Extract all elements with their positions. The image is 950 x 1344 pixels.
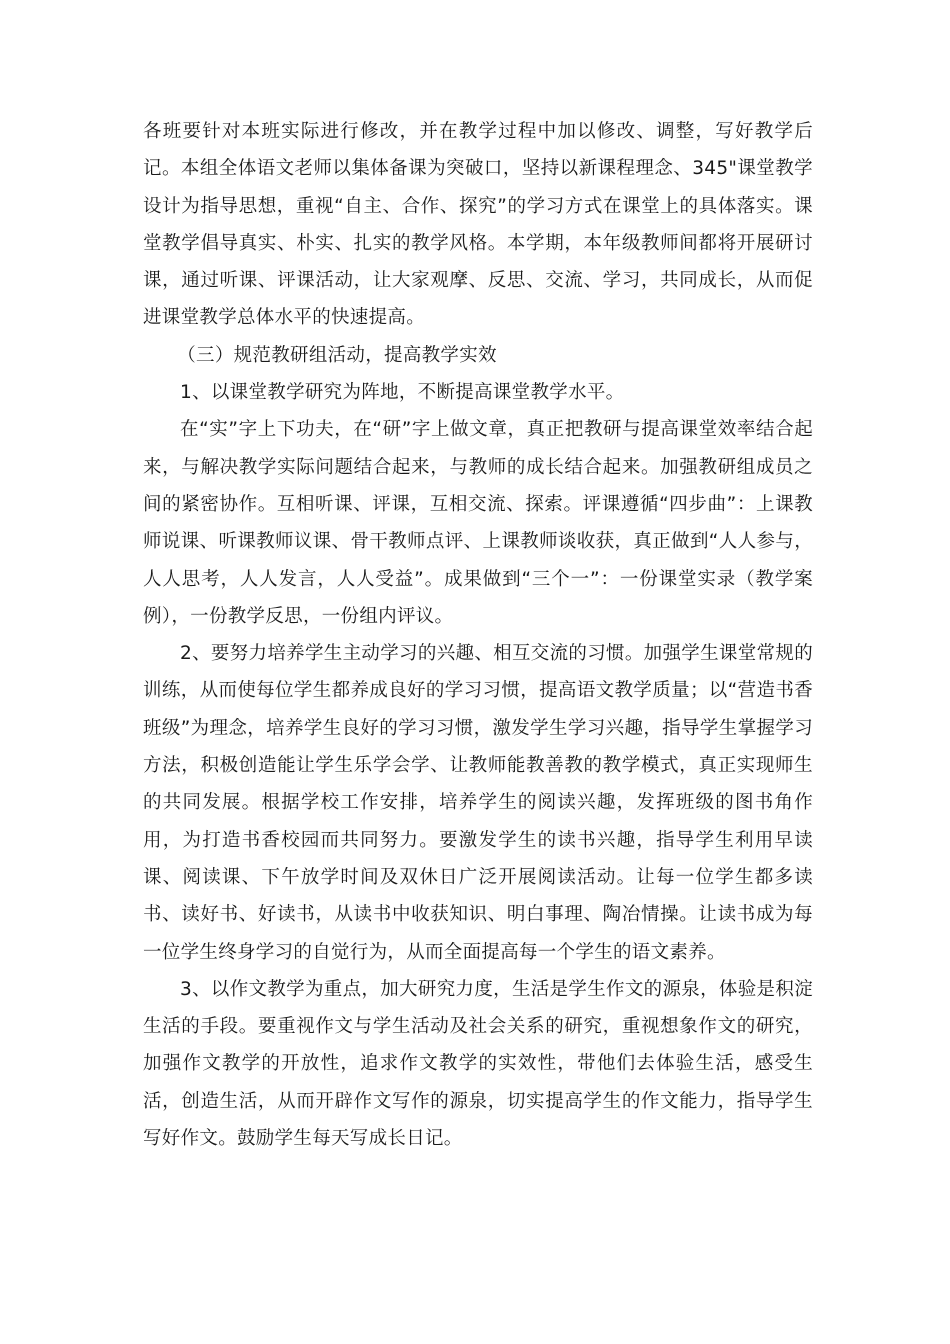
numbered-item-2: 2、要努力培养学生主动学习的兴趣、相互交流的习惯。加强学生课堂常规的训练，从而使每位学生都养成良好的学习习惯，提高语文教学质量；以“营造书香班级”为理念，培养学生良好的学习习惯，激发学生学习兴趣，指导学生掌握学习方法，积极创造能让学生乐学会学、让教师能教善教的教学模式，真正实现师生的共同发展。根据学校工作安排，培养学生的阅读兴趣，发挥班级的图书角作用，为打造书香校园而共同努力。要激发学生的读书兴趣，指导学生利用早读课、阅读课、下午放学时间及双休日广泛开展阅读活动。让每一位学生都多读书、读好书、好读书，从读书中收获知识、明白事理、陶冶情操。让读书成为每一位学生终身学习的自觉行为，从而全面提高每一个学生的语文素养。 (143, 643, 813, 963)
paragraph-continuation: 各班要针对本班实际进行修改，并在教学过程中加以修改、调整，写好教学后记。本组全体语文老师以集体备课为突破口，坚持以新课程理念、345"课堂教学设计为指导思想，重视“自主、合作、探究”的学习方式在课堂上的具体落实。课堂教学倡导真实、朴实、扎实的教学风格。本学期，本年级教师间都将开展研讨课，通过听课、评课活动，让大家观摩、反思、交流、学习，共同成长，从而促进课堂教学总体水平的快速提高。 (143, 121, 813, 329)
numbered-item-3: 3、以作文教学为重点，加大研究力度，生活是学生作文的源泉，体验是积淀生活的手段。要重视作文与学生活动及社会关系的研究，重视想象作文的研究，加强作文教学的开放性，追求作文教学的实效性，带他们去体验生活，感受生活，创造生活，从而开辟作文写作的源泉，切实提高学生的作文能力，指导学生写好作文。鼓励学生每天写成长日记。 (143, 978, 813, 1150)
document-body (143, 113, 813, 1157)
section-heading: （三）规范教研组活动，提高教学实效 (177, 344, 497, 366)
numbered-item-1: 1、以课堂教学研究为阵地，不断提高课堂教学水平。 (180, 382, 625, 404)
paragraph-research: 在“实”字上下功夫，在“研”字上做文章，真正把教研与提高课堂效率结合起来，与解决教学实际问题结合起来，与教师的成长结合起来。加强教研组成员之间的紧密协作。互相听课、评课，互相交流、探索。评课遵循“四步曲”：上课教师说课、听课教师议课、骨干教师点评、上课教师谈收获，真正做到“人人参与，人人思考，人人发言，人人受益”。成果做到“三个一”：一份课堂实录（教学案例），一份教学反思，一份组内评议。 (143, 419, 813, 627)
